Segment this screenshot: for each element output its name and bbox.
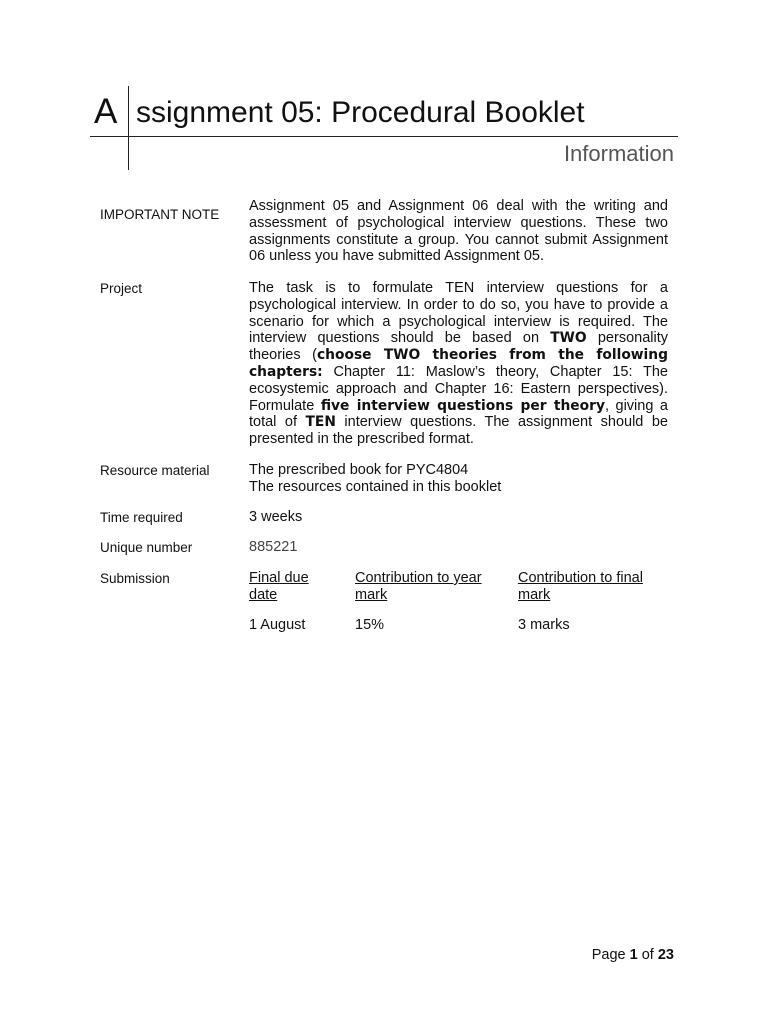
title-initial: A (94, 92, 118, 131)
submission-value-due-date: 1 August (249, 617, 306, 633)
row-label: Unique number (100, 540, 193, 555)
resource-material-text: The prescribed book for PYC4804 The resources contained in this booklet (249, 462, 502, 495)
submission-header-due-date: Final due date (249, 570, 309, 603)
title-horizontal-rule (90, 136, 678, 137)
submission-header-year-mark: Contribution to year mark (355, 570, 482, 603)
project-text: The task is to formulate TEN interview questions for a psychological interview. In order to do so, you have to provide a scenario for which a psychological interview is required. The interview questions should be based on TWO personality theories (choose TWO theories from the following chapters: Chapter 11: Maslow’s theory, Chapter 15: The ecosystemic approach and Chapter 16: Eastern perspectives). Formulate five interview questions per theory, giving a total of TEN interview questions. The assignment should be presented in the prescribed format. (249, 280, 668, 448)
page-title: ssignment 05: Procedural Booklet (136, 96, 585, 129)
row-label: Submission (100, 571, 170, 586)
title-vertical-rule (128, 86, 129, 170)
page-number: Page 1 of 23 (591, 947, 674, 963)
submission-value-final-mark: 3 marks (518, 617, 570, 633)
row-label: IMPORTANT NOTE (100, 207, 220, 222)
row-label: Resource material (100, 463, 210, 478)
row-label: Project (100, 281, 143, 296)
section-subtitle: Information (563, 141, 674, 166)
submission-value-year-mark: 15% (355, 617, 385, 633)
important-note-text: Assignment 05 and Assignment 06 deal with the writing and assessment of psychological interview questions. These two assignments constitute a group. You cannot submit Assignment 06 unless you have submitted Assignment 05. (249, 198, 668, 265)
time-required-value: 3 weeks (249, 509, 303, 525)
row-label: Time required (100, 510, 183, 525)
unique-number-value: 885221 (249, 539, 298, 555)
submission-header-final-mark: Contribution to final mark (518, 570, 643, 603)
